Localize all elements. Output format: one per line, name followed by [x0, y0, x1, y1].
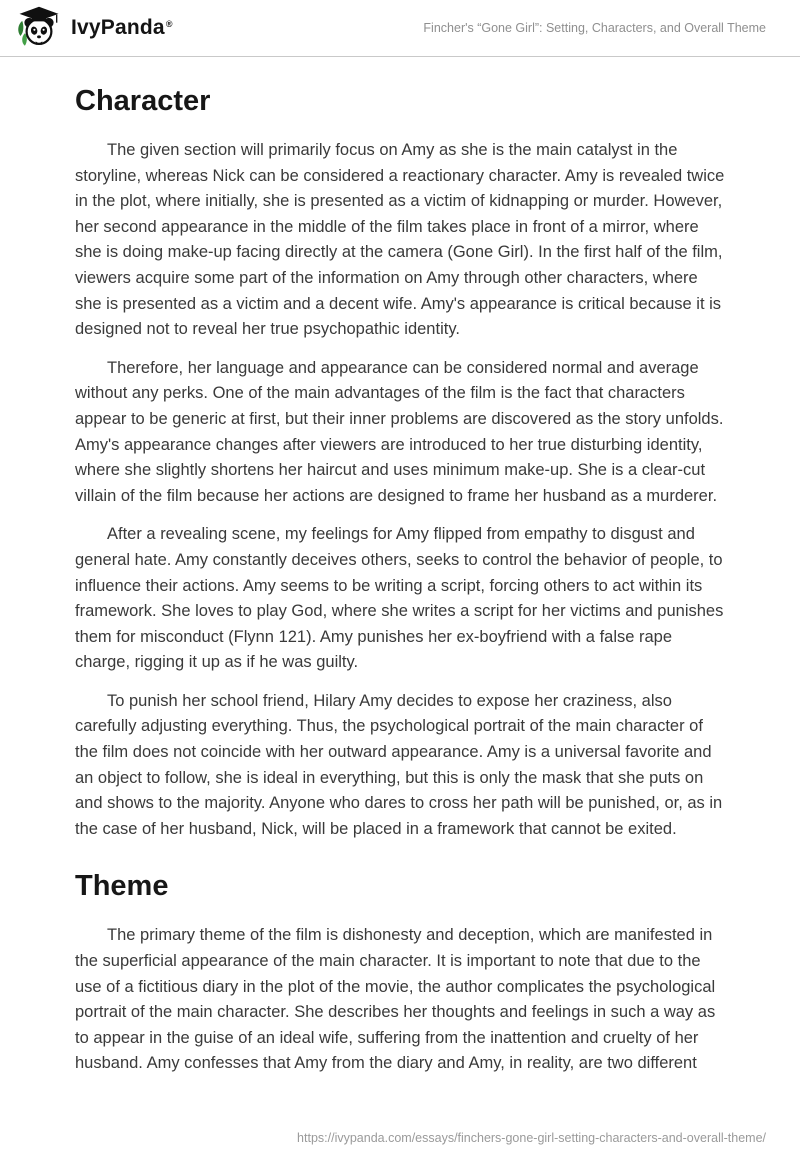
- paragraph: After a revealing scene, my feelings for Amy flipped from empathy to disgust and general hate. Amy constantly deceives others, seeks to control the behavior of people, to influence their actions. Amy seems to be writing a script, forcing others to act within its framework. She loves to play God, where she writes a script for her victims and punishes them for misconduct (Flynn 121). Amy punishes her ex-boyfriend with a false rape charge, rigging it up as if he was guilty.: [75, 525, 724, 672]
- page-footer: [297, 1129, 766, 1147]
- registered-mark: ®: [165, 19, 173, 29]
- paragraph: The primary theme of the film is dishonesty and deception, which are manifested in the superficial appearance of the main character. It is important to note that due to the use of a fictitious diary in the plot of the movie, the author complicates the psychological portrait of the main character. She describes her thoughts and feelings in such a way as to appear in the guise of an ideal wife, suffering from the inattention and cruelty of her husband. Amy confesses that Amy from the diary and Amy, in reality, are two different: [75, 926, 716, 1073]
- paragraph: To punish her school friend, Hilary Amy decides to expose her craziness, also carefully adjusting everything. Thus, the psychological portrait of the main character of the film does not coincide with her outward appearance. Amy is a universal favorite and an object to follow, she is ideal in everything, but this is only the mask that she puts on and shows to the majority. Anyone who dares to cross her path will be punished, or, as in the case of her husband, Nick, will be placed in a framework that cannot be exited.: [75, 691, 723, 838]
- page-header: [0, 0, 800, 57]
- panda-graduation-cap-icon: [16, 5, 62, 51]
- brand-name: IvyPanda: [71, 16, 165, 39]
- brand-wordmark: [71, 16, 172, 40]
- heading-character: Character: [75, 85, 211, 117]
- source-url-link[interactable]: https://ivypanda.com/essays/finchers-gone-girl-setting-characters-and-overall-theme/: [297, 1131, 766, 1145]
- paragraph: The given section will primarily focus on Amy as she is the main catalyst in the storyline, whereas Nick can be considered a reactionary character. Amy is revealed twice in the plot, where initially, she is presented as a victim of kidnapping or murder. However, her second appearance in the middle of the film takes place in front of a mirror, where she is doing make-up facing directly at the camera (Gone Girl). In the first half of the film, viewers acquire some part of the information on Amy through other characters, where she is presented as a victim and a decent wife. Amy's appearance is critical because it is designed not to reveal her true psychopathic identity.: [75, 141, 725, 339]
- ivypanda-logo[interactable]: [16, 5, 172, 51]
- document-title: Fincher's “Gone Girl”: Setting, Characters, and Overall Theme: [423, 21, 766, 35]
- document-content: [0, 57, 800, 1077]
- heading-theme: Theme: [75, 870, 169, 903]
- paragraph: Therefore, her language and appearance can be considered normal and average without any perks. One of the main advantages of the film is the fact that characters appear to be generic at first, but their inner problems are discovered as the story unfolds. Amy's appearance changes after viewers are introduced to her true disturbing identity, where she slightly shortens her haircut and uses minimum make-up. She is a clear-cut villain of the film because her actions are designed to frame her husband as a murderer.: [75, 358, 724, 505]
